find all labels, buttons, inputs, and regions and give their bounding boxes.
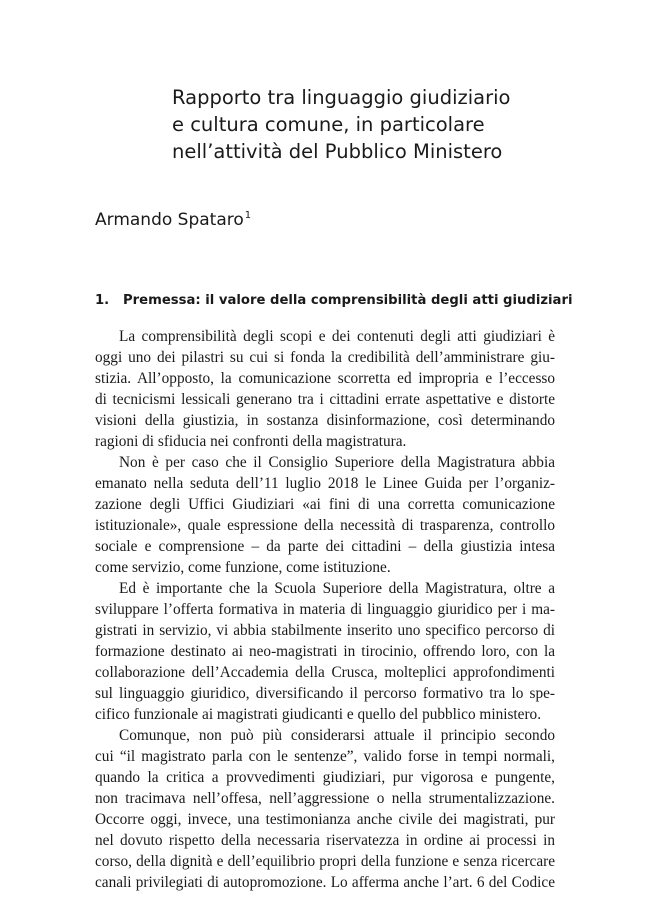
chapter-title-line: nell’attività del Pubblico Ministero	[172, 140, 503, 163]
section-heading	[95, 292, 573, 310]
paragraph-line: di tecnicismi lessicali generano tra i cittadini errate aspettative e distorte	[95, 391, 555, 408]
paragraph-line: stizia. All’opposto, la comunicazione scorretta ed impropria e l’eccesso	[95, 370, 555, 387]
paragraph-line: sul linguaggio giuridico, diversificando il percorso formativo tra lo spe-	[95, 685, 555, 702]
paragraph-line: visioni della giustizia, in sostanza disinformazione, così determinando	[95, 412, 555, 429]
paragraph-line: Ed è importante che la Scuola Superiore della Magistratura, oltre a	[119, 580, 555, 597]
paragraph-line: sociale e comprensione – da parte dei cittadini – della giustizia intesa	[95, 538, 555, 555]
section-number: 1.	[95, 293, 110, 308]
paragraph-line: istituzionale», quale espressione della necessità di trasparenza, controllo	[95, 517, 555, 534]
paragraph-line: canali privilegiati di autopromozione. Lo afferma anche l’art. 6 del Codice	[95, 874, 555, 891]
paragraph-line: La comprensibilità degli scopi e dei contenuti degli atti giudiziari è	[119, 328, 555, 345]
paragraph-line: Comunque, non può più considerarsi attuale il principio secondo	[119, 727, 555, 744]
paragraph-line: cifico funzionale ai magistrati giudicanti e quello del pubblico ministero.	[95, 706, 542, 723]
body-text	[95, 326, 555, 893]
paragraph-line: Non è per caso che il Consiglio Superiore della Magistratura abbia	[119, 454, 555, 471]
paragraph-line: corso, della dignità e dell’equilibrio propri della funzione e senza ricercare	[95, 853, 555, 870]
paragraph-line: gistrati in servizio, vi abbia stabilmente inserito uno specifico percorso di	[95, 622, 555, 639]
paragraph-line: come servizio, come funzione, come istituzione.	[95, 559, 391, 576]
footnote-mark[interactable]: 1	[244, 210, 252, 221]
paragraph-line: oggi uno dei pilastri su cui si fonda la credibilità dell’amministrare giu-	[95, 349, 555, 366]
chapter-title	[172, 84, 572, 165]
paragraph-line: ragioni di sfiducia nei confronti della magistratura.	[95, 433, 407, 450]
paragraph-line: nel dovuto rispetto della necessaria riservatezza in ordine ai processi in	[95, 832, 555, 849]
author-name: Armando Spataro	[95, 210, 244, 230]
section-title: Premessa: il valore della comprensibilità degli atti giudiziari	[123, 293, 573, 308]
paragraph-line: non tracimava nell’offesa, nell’aggressione o nella strumentalizzazione.	[95, 790, 555, 807]
paragraph-line: cui “il magistrato parla con le sentenze”, valido forse in tempi normali,	[95, 748, 555, 765]
paragraph-line: formazione destinato ai neo-magistrati in tirocinio, offrendo loro, con la	[95, 643, 555, 660]
paragraph-line: emanato nella seduta dell’11 luglio 2018 le Linee Guida per l’organiz-	[95, 475, 555, 492]
paragraph-line: quando la critica a provvedimenti giudiziari, pur vigorosa e pungente,	[95, 769, 555, 786]
chapter-title-line: e cultura comune, in particolare	[172, 113, 485, 136]
paragraph-line: Occorre oggi, invece, una testimonianza anche civile dei magistrati, pur	[95, 811, 555, 828]
paragraph-line: zazione degli Uffici Giudiziari «ai fini di una corretta comunicazione	[95, 496, 555, 513]
author-line	[95, 205, 251, 231]
paragraph-line: sviluppare l’offerta formativa in materia di linguaggio giuridico per i ma-	[95, 601, 555, 618]
chapter-title-line: Rapporto tra linguaggio giudiziario	[172, 86, 511, 109]
paragraph-line: collaborazione dell’Accademia della Crusca, molteplici approfondimenti	[95, 664, 555, 681]
